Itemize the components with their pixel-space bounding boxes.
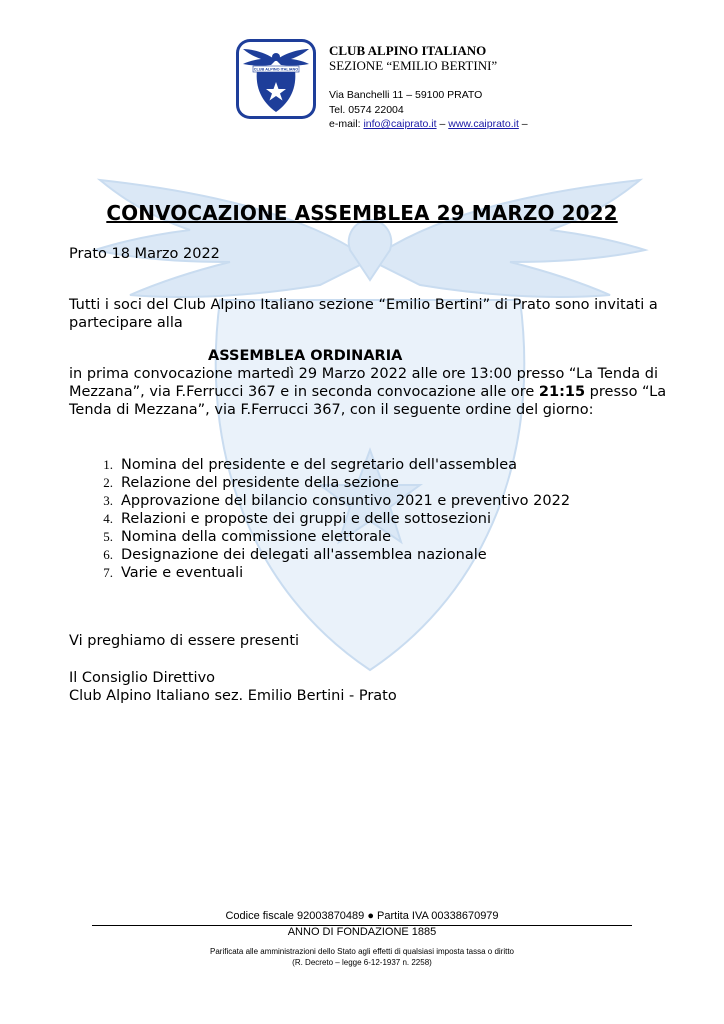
details-part2: presso “La Tenda di Mezzana”, via F.Ferrucci 367, con il seguente ordine del giorno:: [69, 384, 667, 418]
footer-fiscal: Codice fiscale 92003870489 ● Partita IVA 00338670979: [225, 910, 499, 922]
list-item: [69, 474, 570, 492]
item-text: Varie e eventuali: [121, 565, 244, 581]
item-text: Designazione dei delegati all'assemblea nazionale: [121, 547, 487, 563]
intro-paragraph: Tutti i soci del Club Alpino Italiano sezione “Emilio Bertini” di Prato sono invitati a partecipare alla: [69, 297, 658, 331]
list-item: [69, 456, 570, 474]
item-number: 2.: [103, 475, 113, 490]
item-text: Nomina del presidente e del segretario dell'assemblea: [121, 457, 518, 473]
website-link[interactable]: www.caiprato.it: [448, 118, 519, 130]
item-text: Relazioni e proposte dei gruppi e delle sottosezioni: [121, 511, 491, 527]
email-link[interactable]: info@caiprato.it: [363, 118, 437, 130]
list-item: [69, 564, 570, 582]
item-text: Nomina della commissione elettorale: [121, 529, 391, 545]
convocation-details: [69, 365, 669, 419]
footer-legal-2: (R. Decreto – legge 6-12-1937 n. 2258): [292, 958, 432, 967]
item-number: 5.: [103, 529, 113, 544]
separator: –: [436, 118, 449, 130]
list-item: [69, 528, 570, 546]
agenda-list: [69, 456, 570, 582]
second-call-time: 21:15: [538, 384, 586, 400]
list-item: [69, 510, 570, 528]
closing-line: Vi preghiamo di essere presenti: [69, 633, 300, 649]
item-number: 4.: [103, 511, 113, 526]
contact-line: [329, 118, 528, 130]
item-text: Approvazione del bilancio consuntivo 2021 e preventivo 2022: [121, 493, 571, 509]
signature-line-1: Il Consiglio Direttivo: [69, 670, 216, 686]
suffix: –: [518, 118, 528, 130]
item-number: 3.: [103, 493, 113, 508]
list-item: [69, 546, 570, 564]
footer-legal-1: Parificata alle amministrazioni dello Stato agli effetti di qualsiasi imposta tassa o diritto: [210, 947, 514, 956]
logo-text: CLUB ALPINO ITALIANO: [253, 67, 299, 72]
telephone: Tel. 0574 22004: [329, 104, 404, 116]
signature-line-2: Club Alpino Italiano sez. Emilio Bertini - Prato: [69, 688, 397, 704]
item-number: 7.: [103, 565, 113, 580]
org-section: SEZIONE “EMILIO BERTINI”: [329, 58, 498, 73]
item-number: 6.: [103, 547, 113, 562]
address: Via Banchelli 11 – 59100 PRATO: [329, 89, 483, 101]
item-number: 1.: [103, 457, 113, 472]
assembly-heading: ASSEMBLEA ORDINARIA: [208, 348, 403, 364]
footer-founded: ANNO DI FONDAZIONE 1885: [287, 926, 437, 938]
cai-logo: [235, 38, 317, 120]
document-title: CONVOCAZIONE ASSEMBLEA 29 MARZO 2022: [106, 201, 618, 225]
document-date: Prato 18 Marzo 2022: [69, 246, 220, 262]
watermark-emblem: [70, 150, 670, 710]
list-item: [69, 492, 570, 510]
org-name: CLUB ALPINO ITALIANO: [329, 43, 487, 58]
details-part1: in prima convocazione martedì 29 Marzo 2022 alle ore 13:00 presso “La Tenda di Mezzana”, via F.Ferrucci 367 e in seconda convocazione alle ore: [69, 366, 658, 400]
item-text: Relazione del presidente della sezione: [121, 475, 399, 491]
email-label: e-mail:: [329, 118, 364, 130]
